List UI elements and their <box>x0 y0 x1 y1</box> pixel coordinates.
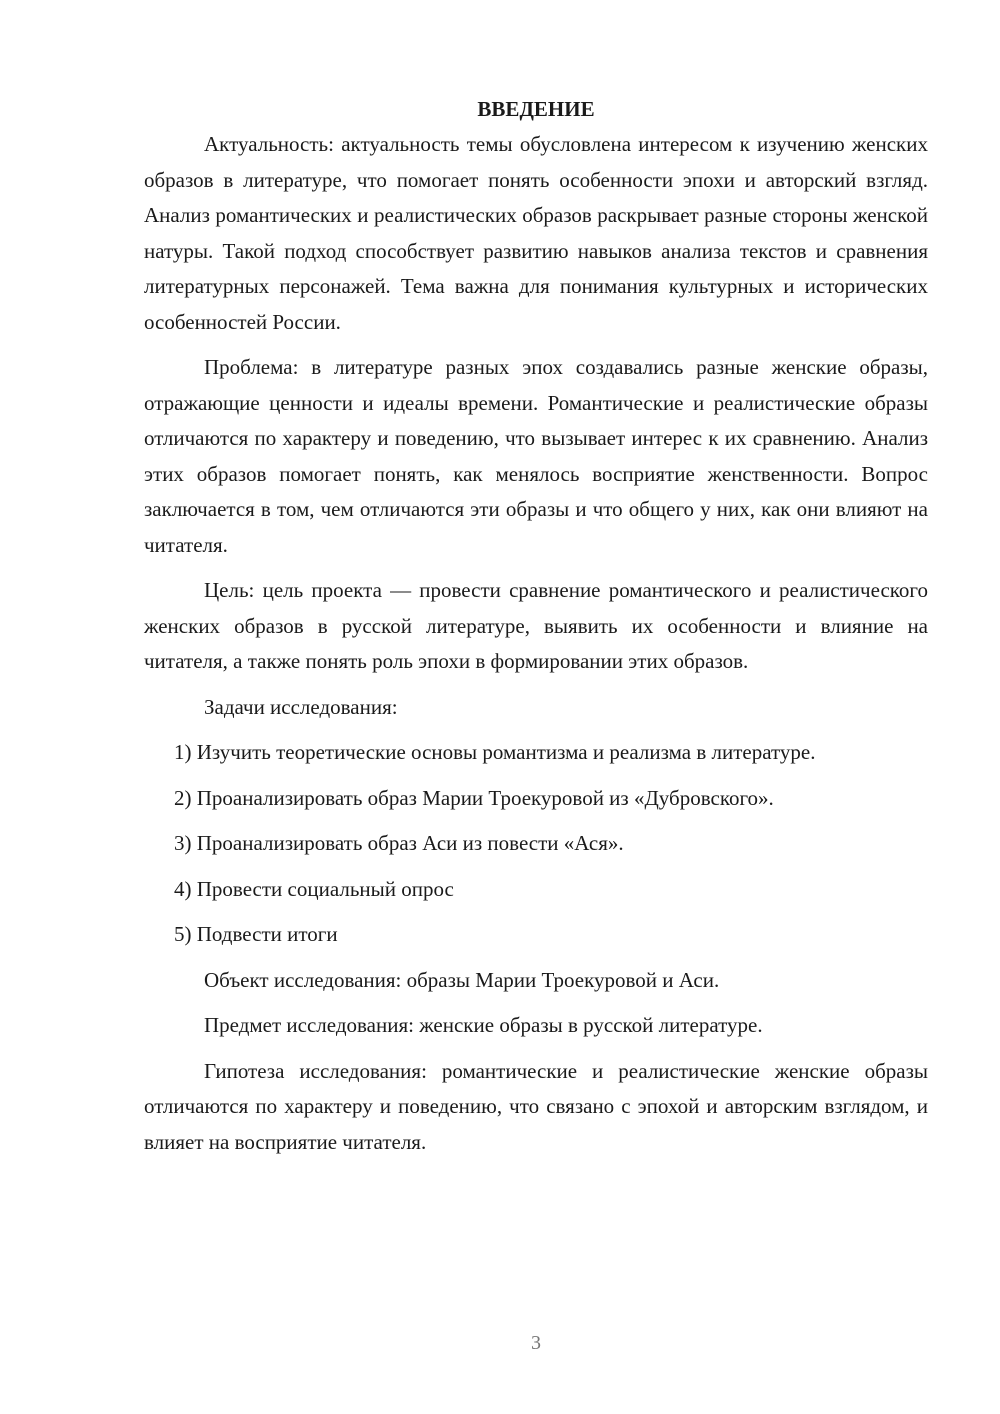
tasks-heading: Задачи исследования: <box>204 694 398 719</box>
task-item-2: 2) Проанализировать образ Марии Троекуровой из «Дубровского». <box>174 785 774 810</box>
task-item-1: 1) Изучить теоретические основы романтизма и реализма в литературе. <box>174 740 816 764</box>
relevance-paragraph: Актуальность: актуальность темы обусловлена интересом к изучению женских образов в литературе, что помогает понять особенности эпохи и авторский взгляд. Анализ романтических и реалистических образов раскрывает разные стороны женской натуры. Такой подход способствует развитию навыков анализа текстов и сравнения литературных персонажей. Тема важна для понимания культурных и исторических особенностей России. <box>144 132 928 334</box>
research-hypothesis: Гипотеза исследования: романтические и реалистические женские образы отличаются по характеру и поведению, что связано с эпохой и авторским взглядом, и влияет на восприятие читателя. <box>144 1058 928 1154</box>
problem-paragraph: Проблема: в литературе разных эпох создавались разные женские образы, отражающие ценности и идеалы времени. Романтические и реалистические образы отличаются по характеру и поведению, что вызывает интерес к их сравнению. Анализ этих образов помогает понять, как менялось восприятие женственности. Вопрос заключается в том, чем отличаются эти образы и что общего у них, как они влияют на читателя. <box>144 355 928 557</box>
research-object: Объект исследования: образы Марии Троекуровой и Аси. <box>204 967 720 992</box>
task-item-3: 3) Проанализировать образ Аси из повести «Ася». <box>174 831 624 855</box>
task-item-5: 5) Подвести итоги <box>174 922 338 946</box>
page-number: 3 <box>531 1332 541 1354</box>
task-item-4: 4) Провести социальный опрос <box>174 876 454 901</box>
document-page <box>144 92 928 1170</box>
section-title: ВВЕДЕНИЕ <box>477 97 595 121</box>
research-subject: Предмет исследования: женские образы в русской литературе. <box>204 1013 763 1037</box>
goal-paragraph: Цель: цель проекта — провести сравнение романтического и реалистического женских образов в русской литературе, выявить их особенности и влияние на читателя, а также понять роль эпохи в формировании этих образов. <box>144 578 928 673</box>
